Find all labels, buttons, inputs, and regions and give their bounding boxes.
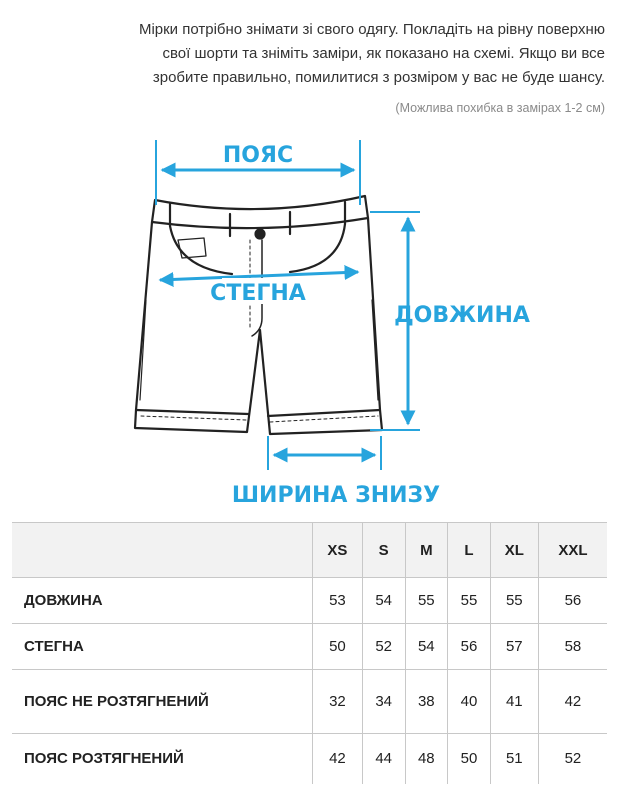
row-label: СТЕГНА bbox=[12, 624, 313, 670]
table-header-cell bbox=[12, 523, 313, 578]
size-chart-table bbox=[12, 522, 607, 784]
table-cell: 55 bbox=[448, 578, 491, 624]
length-label: ДОВЖИНА bbox=[394, 303, 530, 328]
shorts-icon bbox=[135, 196, 382, 434]
table-cell: 34 bbox=[362, 670, 405, 734]
table-cell: 41 bbox=[490, 670, 538, 734]
intro-line-2: свої шорти та зніміть заміри, як показано на схемі. Якщо ви все bbox=[162, 45, 605, 62]
shorts-measurement-diagram bbox=[0, 128, 619, 520]
bottom-width-label: ШИРИНА ЗНИЗУ bbox=[231, 483, 441, 508]
table-header-cell: S bbox=[362, 523, 405, 578]
table-cell: 52 bbox=[538, 734, 607, 784]
table-cell: 55 bbox=[490, 578, 538, 624]
table-cell: 56 bbox=[538, 578, 607, 624]
table-cell: 57 bbox=[490, 624, 538, 670]
row-label: ПОЯС РОЗТЯГНЕНИЙ bbox=[12, 734, 313, 784]
table-cell: 58 bbox=[538, 624, 607, 670]
table-cell: 40 bbox=[448, 670, 491, 734]
table-cell: 52 bbox=[362, 624, 405, 670]
table-cell: 38 bbox=[405, 670, 448, 734]
measurement-error-note: (Можлива похибка в замірах 1-2 см) bbox=[395, 101, 605, 115]
table-cell: 50 bbox=[313, 624, 363, 670]
table-cell: 48 bbox=[405, 734, 448, 784]
table-cell: 53 bbox=[313, 578, 363, 624]
intro-text bbox=[15, 18, 605, 90]
table-cell: 54 bbox=[362, 578, 405, 624]
table-cell: 50 bbox=[448, 734, 491, 784]
table-row bbox=[12, 624, 607, 670]
table-header-cell: M bbox=[405, 523, 448, 578]
table-row bbox=[12, 578, 607, 624]
table-header-cell: XXL bbox=[538, 523, 607, 578]
table-header-cell: L bbox=[448, 523, 491, 578]
hips-label: СТЕГНА bbox=[210, 281, 306, 306]
row-label: ПОЯС НЕ РОЗТЯГНЕНИЙ bbox=[12, 670, 313, 734]
table-cell: 42 bbox=[538, 670, 607, 734]
intro-line-3: зробите правильно, помилитися з розміром у вас не буде шансу. bbox=[152, 69, 605, 86]
table-cell: 42 bbox=[313, 734, 363, 784]
table-cell: 32 bbox=[313, 670, 363, 734]
table-cell: 56 bbox=[448, 624, 491, 670]
table-cell: 55 bbox=[405, 578, 448, 624]
intro-line-1: Мірки потрібно знімати зі свого одягу. Покладіть на рівну поверхню bbox=[138, 21, 605, 38]
table-header-cell: XS bbox=[313, 523, 363, 578]
table-cell: 54 bbox=[405, 624, 448, 670]
table-row bbox=[12, 734, 607, 784]
row-label: ДОВЖИНА bbox=[12, 578, 313, 624]
table-header-cell: XL bbox=[490, 523, 538, 578]
table-cell: 51 bbox=[490, 734, 538, 784]
waist-label: ПОЯС bbox=[222, 143, 294, 168]
table-header-row bbox=[12, 523, 607, 578]
table-cell: 44 bbox=[362, 734, 405, 784]
table-row bbox=[12, 670, 607, 734]
